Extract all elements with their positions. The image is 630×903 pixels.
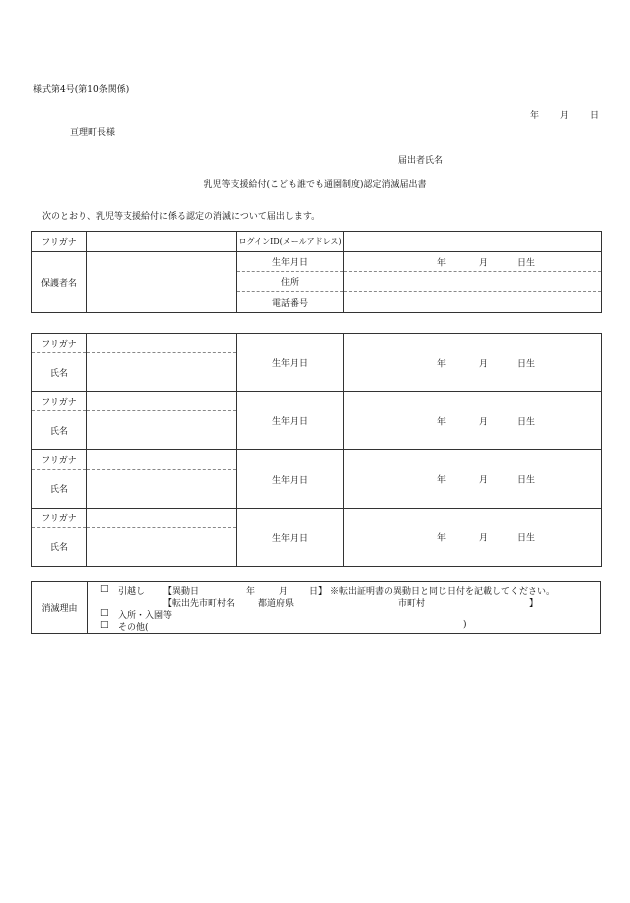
guardian-table — [31, 231, 602, 313]
guardian-name-field[interactable] — [87, 252, 237, 313]
guardian-phone-label: 電話番号 — [237, 292, 344, 313]
child-birth-month: 月 — [479, 533, 489, 544]
child-birth-month: 月 — [479, 417, 489, 428]
child-name-label: 氏名 — [32, 527, 87, 566]
date-month-label: 月 — [560, 111, 570, 121]
child-birth-year: 年 — [437, 475, 447, 486]
login-id-field[interactable] — [344, 232, 602, 252]
child-name-field[interactable] — [87, 411, 237, 450]
child-furigana-label: フリガナ — [32, 334, 87, 353]
child-birthdate-field[interactable] — [344, 508, 602, 566]
date-day-label: 日 — [590, 111, 600, 121]
move-date-open: 【異動日 — [163, 587, 200, 597]
intro-text: 次のとおり、乳児等支援給付に係る認定の消滅について届出します。 — [42, 212, 321, 222]
guardian-address-field[interactable] — [344, 272, 602, 292]
guardian-address-label: 住所 — [237, 272, 344, 292]
child-name-field[interactable] — [87, 469, 237, 508]
destination-open: 【転出先市町村名 — [163, 599, 236, 609]
child-birth-year: 年 — [437, 417, 447, 428]
guardian-birthdate-label: 生年月日 — [237, 252, 344, 272]
child-birth-day: 日生 — [517, 417, 536, 428]
child-name-label: 氏名 — [32, 353, 87, 392]
child-name-label: 氏名 — [32, 411, 87, 450]
child-birthdate-field[interactable] — [344, 392, 602, 450]
date-year-label: 年 — [530, 111, 540, 121]
guardian-birth-month: 月 — [479, 258, 489, 268]
checkbox-admission[interactable]: □ — [100, 608, 109, 618]
reason-other-open: その他( — [118, 623, 149, 633]
document-title: 乳児等支援給付(こども誰でも通園制度)認定消滅届出書 — [203, 180, 427, 190]
child-birth-month: 月 — [479, 475, 489, 486]
child-birth-day: 日生 — [517, 533, 536, 544]
checkbox-moving[interactable]: □ — [100, 584, 109, 594]
addressee: 亘理町長様 — [70, 128, 116, 138]
child-birthdate-label: 生年月日 — [237, 392, 344, 450]
child-birthdate-label: 生年月日 — [237, 334, 344, 392]
destination-city: 市町村 — [398, 599, 426, 609]
guardian-birth-day: 日生 — [517, 258, 536, 268]
child-furigana-label: フリガナ — [32, 508, 87, 527]
destination-close: 】 — [529, 599, 539, 609]
child-birth-day: 日生 — [517, 359, 536, 370]
child-name-field[interactable] — [87, 353, 237, 392]
child-name-label: 氏名 — [32, 469, 87, 508]
reason-other-field[interactable] — [160, 620, 460, 630]
child-birthdate-field[interactable] — [344, 450, 602, 508]
guardian-phone-field[interactable] — [344, 292, 602, 313]
child-furigana-field[interactable] — [87, 334, 237, 353]
child-birth-month: 月 — [479, 359, 489, 370]
child-birthdate-label: 生年月日 — [237, 508, 344, 566]
guardian-furigana-label: フリガナ — [32, 232, 87, 252]
destination-prefecture: 都道府県 — [258, 599, 295, 609]
child-birth-year: 年 — [437, 359, 447, 370]
reason-box — [31, 581, 601, 634]
checkbox-other[interactable]: □ — [100, 620, 109, 630]
children-table — [31, 333, 602, 567]
guardian-birth-year: 年 — [437, 258, 447, 268]
form-number: 様式第4号(第10条関係) — [33, 85, 130, 95]
child-furigana-field[interactable] — [87, 450, 237, 469]
child-furigana-field[interactable] — [87, 392, 237, 411]
child-birthdate-label: 生年月日 — [237, 450, 344, 508]
child-name-field[interactable] — [87, 527, 237, 566]
child-furigana-label: フリガナ — [32, 392, 87, 411]
move-date-note: ※転出証明書の異動日と同じ日付を記載してください。 — [330, 587, 556, 597]
move-date-year: 年 — [246, 587, 256, 597]
move-date-day-close: 日】 — [309, 587, 328, 597]
move-date-month: 月 — [279, 587, 289, 597]
child-furigana-field[interactable] — [87, 508, 237, 527]
child-birthdate-field[interactable] — [344, 334, 602, 392]
guardian-furigana-field[interactable] — [87, 232, 237, 252]
child-birth-year: 年 — [437, 533, 447, 544]
child-birth-day: 日生 — [517, 475, 536, 486]
guardian-birthdate-field[interactable] — [344, 252, 602, 272]
move-date-year-field[interactable] — [266, 584, 275, 594]
guardian-name-label: 保護者名 — [32, 252, 87, 313]
login-id-label: ログインID(メールアドレス) — [237, 232, 344, 252]
notifier-name-label: 届出者氏名 — [398, 156, 444, 166]
reason-moving-label: 引越し — [118, 587, 146, 597]
reason-label: 消滅理由 — [32, 582, 88, 633]
child-furigana-label: フリガナ — [32, 450, 87, 469]
reason-other-close: ) — [463, 620, 467, 630]
reason-admission-label: 入所・入園等 — [118, 611, 173, 621]
